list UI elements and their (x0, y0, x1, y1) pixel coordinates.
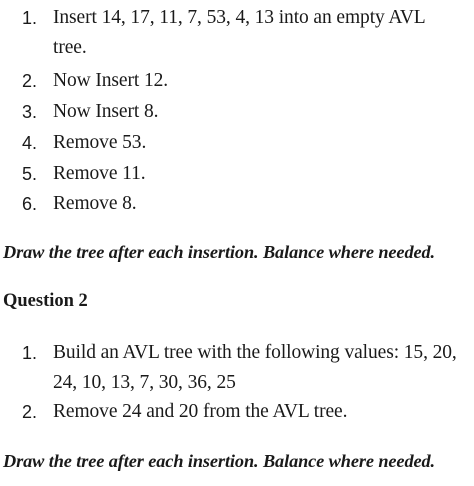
item-text: Remove 24 and 20 from the AVL tree. (53, 401, 348, 422)
item-number: 6. (22, 194, 38, 214)
item-text: Now Insert 8. (53, 101, 159, 122)
item-number: 5. (22, 164, 38, 184)
item-text: Build an AVL tree with the following values: 15, 20, 24, 10, 13, 7, 30, 36, 25 (53, 342, 457, 393)
item-text: Remove 11. (53, 163, 146, 184)
item-number: 4. (22, 133, 38, 153)
section1-instruction: Draw the tree after each insertion. Balance where needed. (3, 242, 436, 262)
item-text: Insert 14, 17, 11, 7, 53, 4, 13 into an empty AVL tree. (53, 7, 425, 58)
question2-instruction: Draw the tree after each insertion. Balance where needed. (3, 451, 436, 471)
question2-heading: Question 2 (3, 291, 88, 311)
item-number: 2. (22, 402, 38, 422)
item-number: 1. (22, 8, 38, 28)
item-text: Remove 53. (53, 132, 147, 153)
item-text: Remove 8. (53, 193, 137, 214)
item-number: 1. (22, 343, 38, 363)
item-text: Now Insert 12. (53, 70, 169, 91)
item-number: 2. (22, 71, 38, 91)
item-number: 3. (22, 102, 38, 122)
